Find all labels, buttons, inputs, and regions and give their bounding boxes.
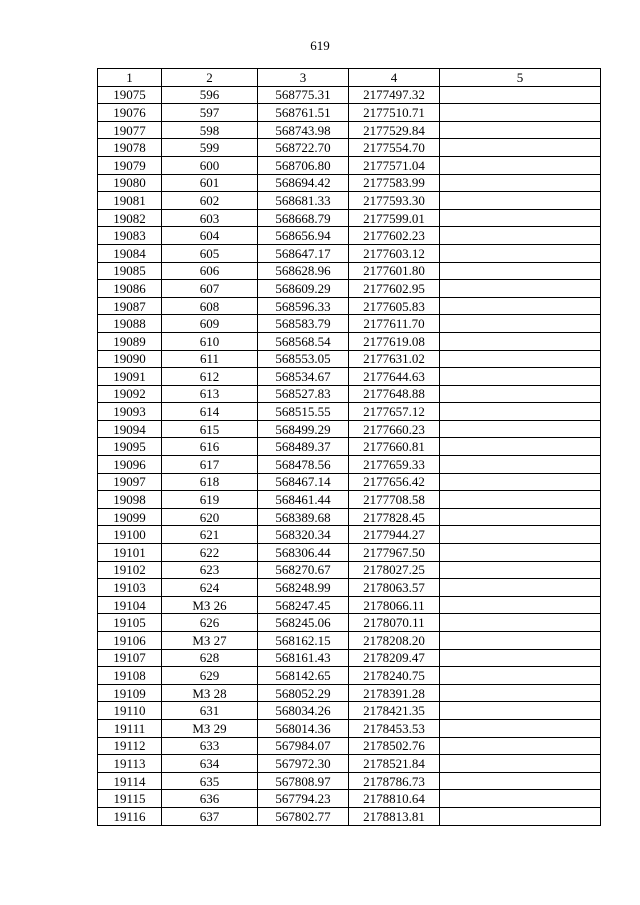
table-row <box>98 632 601 650</box>
table-cell-col-4: 2177657.12 <box>349 403 440 421</box>
table-cell-col-1: 19098 <box>98 491 162 509</box>
table-cell-col-3: 568596.33 <box>258 297 349 315</box>
table-cell-col-4: 2177644.63 <box>349 368 440 386</box>
table-row <box>98 473 601 491</box>
table-cell-col-1: 19083 <box>98 227 162 245</box>
table-row <box>98 104 601 122</box>
table-cell-col-1: 19079 <box>98 156 162 174</box>
table-cell-col-4: 2178209.47 <box>349 649 440 667</box>
table-cell-col-5 <box>440 649 601 667</box>
table-cell-col-1: 19089 <box>98 332 162 350</box>
table-row <box>98 403 601 421</box>
table-cell-col-3: 568499.29 <box>258 420 349 438</box>
table-cell-col-1: 19077 <box>98 121 162 139</box>
table-row <box>98 262 601 280</box>
table-cell-col-2: 596 <box>162 86 258 104</box>
table-row <box>98 297 601 315</box>
table-cell-col-3: 568162.15 <box>258 632 349 650</box>
table-cell-col-2: 609 <box>162 315 258 333</box>
table-cell-col-2: 626 <box>162 614 258 632</box>
table-cell-col-5 <box>440 579 601 597</box>
table-row <box>98 719 601 737</box>
table-row <box>98 561 601 579</box>
table-cell-col-2: 612 <box>162 368 258 386</box>
table-row <box>98 385 601 403</box>
table-cell-col-1: 19090 <box>98 350 162 368</box>
table-cell-col-1: 19096 <box>98 456 162 474</box>
column-header-1: 1 <box>98 69 162 87</box>
table-row <box>98 790 601 808</box>
table-cell-col-2: 613 <box>162 385 258 403</box>
table-cell-col-1: 19111 <box>98 719 162 737</box>
table-cell-col-5 <box>440 385 601 403</box>
table-cell-col-3: 568647.17 <box>258 244 349 262</box>
table-cell-col-5 <box>440 508 601 526</box>
table-cell-col-5 <box>440 667 601 685</box>
table-cell-col-5 <box>440 139 601 157</box>
table-cell-col-2: МЗ 26 <box>162 596 258 614</box>
table-cell-col-2: 623 <box>162 561 258 579</box>
table-cell-col-2: 603 <box>162 209 258 227</box>
table-cell-col-4: 2178810.64 <box>349 790 440 808</box>
table-cell-col-4: 2177602.23 <box>349 227 440 245</box>
table-cell-col-3: 568694.42 <box>258 174 349 192</box>
table-cell-col-4: 2177571.04 <box>349 156 440 174</box>
table-cell-col-5 <box>440 719 601 737</box>
table-row <box>98 772 601 790</box>
table-cell-col-2: 624 <box>162 579 258 597</box>
table-cell-col-3: 568248.99 <box>258 579 349 597</box>
table-cell-col-1: 19116 <box>98 807 162 825</box>
table-cell-col-1: 19094 <box>98 420 162 438</box>
table-cell-col-1: 19093 <box>98 403 162 421</box>
table-cell-col-4: 2178063.57 <box>349 579 440 597</box>
table-cell-col-4: 2177583.99 <box>349 174 440 192</box>
table-cell-col-1: 19115 <box>98 790 162 808</box>
table-cell-col-5 <box>440 121 601 139</box>
table-cell-col-4: 2177656.42 <box>349 473 440 491</box>
table-cell-col-2: МЗ 28 <box>162 684 258 702</box>
table-cell-col-2: 608 <box>162 297 258 315</box>
table-cell-col-5 <box>440 438 601 456</box>
table-row <box>98 227 601 245</box>
table-cell-col-4: 2177510.71 <box>349 104 440 122</box>
table-cell-col-1: 19106 <box>98 632 162 650</box>
table-cell-col-5 <box>440 737 601 755</box>
table-cell-col-2: 610 <box>162 332 258 350</box>
table-cell-col-3: 568270.67 <box>258 561 349 579</box>
table-cell-col-1: 19088 <box>98 315 162 333</box>
table-cell-col-2: 597 <box>162 104 258 122</box>
table-cell-col-4: 2177601.80 <box>349 262 440 280</box>
table-cell-col-4: 2177660.81 <box>349 438 440 456</box>
table-cell-col-1: 19104 <box>98 596 162 614</box>
page-number: 619 <box>310 38 330 53</box>
table-cell-col-1: 19105 <box>98 614 162 632</box>
table-cell-col-5 <box>440 755 601 773</box>
table-cell-col-5 <box>440 596 601 614</box>
table-cell-col-3: 568681.33 <box>258 192 349 210</box>
table-cell-col-4: 2178502.76 <box>349 737 440 755</box>
table-cell-col-3: 568245.06 <box>258 614 349 632</box>
table-cell-col-2: 599 <box>162 139 258 157</box>
table-row <box>98 579 601 597</box>
column-header-2: 2 <box>162 69 258 87</box>
table-cell-col-1: 19086 <box>98 280 162 298</box>
table-cell-col-2: 621 <box>162 526 258 544</box>
table-cell-col-2: 622 <box>162 544 258 562</box>
table-cell-col-5 <box>440 350 601 368</box>
table-cell-col-1: 19112 <box>98 737 162 755</box>
table-cell-col-1: 19108 <box>98 667 162 685</box>
table-cell-col-5 <box>440 420 601 438</box>
table-cell-col-2: 637 <box>162 807 258 825</box>
table-cell-col-3: 568628.96 <box>258 262 349 280</box>
table-cell-col-2: МЗ 29 <box>162 719 258 737</box>
table-row <box>98 192 601 210</box>
table-cell-col-5 <box>440 315 601 333</box>
table-cell-col-1: 19080 <box>98 174 162 192</box>
table-cell-col-1: 19107 <box>98 649 162 667</box>
table-body <box>98 86 601 825</box>
table-cell-col-3: 568568.54 <box>258 332 349 350</box>
table-cell-col-1: 19097 <box>98 473 162 491</box>
table-cell-col-1: 19076 <box>98 104 162 122</box>
table-cell-col-4: 2177708.58 <box>349 491 440 509</box>
table-cell-col-5 <box>440 332 601 350</box>
table-cell-col-2: 604 <box>162 227 258 245</box>
table-row <box>98 332 601 350</box>
table-cell-col-2: 634 <box>162 755 258 773</box>
table-row <box>98 491 601 509</box>
table-row <box>98 456 601 474</box>
table-cell-col-5 <box>440 491 601 509</box>
table-cell-col-4: 2177554.70 <box>349 139 440 157</box>
table-cell-col-1: 19099 <box>98 508 162 526</box>
table-cell-col-3: 567972.30 <box>258 755 349 773</box>
table-cell-col-5 <box>440 684 601 702</box>
table-cell-col-3: 567794.23 <box>258 790 349 808</box>
table-cell-col-3: 568722.70 <box>258 139 349 157</box>
column-header-4: 4 <box>349 69 440 87</box>
table-cell-col-3: 568052.29 <box>258 684 349 702</box>
table-cell-col-1: 19110 <box>98 702 162 720</box>
table-cell-col-5 <box>440 368 601 386</box>
table-cell-col-1: 19095 <box>98 438 162 456</box>
table-header-row <box>98 69 601 87</box>
table-cell-col-3: 568389.68 <box>258 508 349 526</box>
table-cell-col-4: 2178521.84 <box>349 755 440 773</box>
table-cell-col-4: 2178208.20 <box>349 632 440 650</box>
table-cell-col-1: 19100 <box>98 526 162 544</box>
table-cell-col-1: 19081 <box>98 192 162 210</box>
table-cell-col-3: 568761.51 <box>258 104 349 122</box>
table-cell-col-1: 19078 <box>98 139 162 157</box>
table-cell-col-5 <box>440 772 601 790</box>
table-cell-col-3: 568142.65 <box>258 667 349 685</box>
table-cell-col-2: 619 <box>162 491 258 509</box>
table-cell-col-2: 616 <box>162 438 258 456</box>
table-cell-col-3: 568553.05 <box>258 350 349 368</box>
table-cell-col-2: 633 <box>162 737 258 755</box>
table-cell-col-1: 19102 <box>98 561 162 579</box>
table-cell-col-2: 606 <box>162 262 258 280</box>
table-cell-col-5 <box>440 473 601 491</box>
table-cell-col-4: 2177603.12 <box>349 244 440 262</box>
table-cell-col-1: 19109 <box>98 684 162 702</box>
column-header-5: 5 <box>440 69 601 87</box>
table-cell-col-4: 2177648.88 <box>349 385 440 403</box>
table-cell-col-3: 568034.26 <box>258 702 349 720</box>
table-cell-col-4: 2177599.01 <box>349 209 440 227</box>
table-cell-col-3: 568668.79 <box>258 209 349 227</box>
table-row <box>98 368 601 386</box>
table-row <box>98 807 601 825</box>
table-cell-col-2: 629 <box>162 667 258 685</box>
table-cell-col-4: 2178070.11 <box>349 614 440 632</box>
table-cell-col-4: 2178813.81 <box>349 807 440 825</box>
table-row <box>98 737 601 755</box>
table-cell-col-2: 615 <box>162 420 258 438</box>
table-cell-col-3: 568583.79 <box>258 315 349 333</box>
table-cell-col-2: МЗ 27 <box>162 632 258 650</box>
table-cell-col-3: 568656.94 <box>258 227 349 245</box>
table-cell-col-1: 19085 <box>98 262 162 280</box>
table-cell-col-5 <box>440 209 601 227</box>
table-row <box>98 667 601 685</box>
table-cell-col-3: 568527.83 <box>258 385 349 403</box>
table-cell-col-2: 635 <box>162 772 258 790</box>
table-row <box>98 755 601 773</box>
table-cell-col-2: 628 <box>162 649 258 667</box>
table-cell-col-5 <box>440 526 601 544</box>
table-cell-col-5 <box>440 104 601 122</box>
table-cell-col-2: 598 <box>162 121 258 139</box>
table-row <box>98 649 601 667</box>
table-cell-col-5 <box>440 403 601 421</box>
table-row <box>98 350 601 368</box>
table-cell-col-4: 2177619.08 <box>349 332 440 350</box>
table-cell-col-2: 611 <box>162 350 258 368</box>
table-cell-col-5 <box>440 280 601 298</box>
table-row <box>98 438 601 456</box>
table-cell-col-5 <box>440 632 601 650</box>
table-cell-col-5 <box>440 561 601 579</box>
table-cell-col-2: 631 <box>162 702 258 720</box>
table-cell-col-3: 568609.29 <box>258 280 349 298</box>
table-row <box>98 156 601 174</box>
table-row <box>98 544 601 562</box>
column-header-3: 3 <box>258 69 349 87</box>
table-cell-col-2: 601 <box>162 174 258 192</box>
table-cell-col-4: 2177967.50 <box>349 544 440 562</box>
table-cell-col-4: 2177605.83 <box>349 297 440 315</box>
table-cell-col-2: 618 <box>162 473 258 491</box>
table-cell-col-3: 568489.37 <box>258 438 349 456</box>
table-cell-col-3: 567808.97 <box>258 772 349 790</box>
table-cell-col-4: 2177659.33 <box>349 456 440 474</box>
table-cell-col-5 <box>440 702 601 720</box>
table-cell-col-4: 2177602.95 <box>349 280 440 298</box>
table-cell-col-5 <box>440 790 601 808</box>
table-row <box>98 174 601 192</box>
table-cell-col-1: 19103 <box>98 579 162 597</box>
table-cell-col-5 <box>440 244 601 262</box>
table-cell-col-1: 19101 <box>98 544 162 562</box>
table-cell-col-1: 19087 <box>98 297 162 315</box>
table-cell-col-5 <box>440 544 601 562</box>
table-row <box>98 596 601 614</box>
table-row <box>98 280 601 298</box>
table-cell-col-3: 568478.56 <box>258 456 349 474</box>
coordinates-table <box>97 68 601 826</box>
table-cell-col-2: 600 <box>162 156 258 174</box>
table-cell-col-5 <box>440 86 601 104</box>
table-cell-col-4: 2177660.23 <box>349 420 440 438</box>
table-cell-col-3: 568320.34 <box>258 526 349 544</box>
table-row <box>98 684 601 702</box>
table-cell-col-1: 19082 <box>98 209 162 227</box>
table-cell-col-1: 19113 <box>98 755 162 773</box>
table-cell-col-3: 568467.14 <box>258 473 349 491</box>
table-cell-col-1: 19114 <box>98 772 162 790</box>
table-row <box>98 139 601 157</box>
table-row <box>98 420 601 438</box>
table-cell-col-4: 2178027.25 <box>349 561 440 579</box>
table-cell-col-3: 568161.43 <box>258 649 349 667</box>
table-cell-col-2: 636 <box>162 790 258 808</box>
table-cell-col-3: 568461.44 <box>258 491 349 509</box>
table-cell-col-4: 2178421.35 <box>349 702 440 720</box>
table-cell-col-4: 2177631.02 <box>349 350 440 368</box>
table-cell-col-4: 2177529.84 <box>349 121 440 139</box>
table-cell-col-5 <box>440 156 601 174</box>
table-cell-col-1: 19091 <box>98 368 162 386</box>
table-cell-col-5 <box>440 262 601 280</box>
table-cell-col-2: 617 <box>162 456 258 474</box>
table-cell-col-4: 2178240.75 <box>349 667 440 685</box>
table-row <box>98 244 601 262</box>
table-cell-col-2: 605 <box>162 244 258 262</box>
table-cell-col-2: 602 <box>162 192 258 210</box>
table-cell-col-4: 2177611.70 <box>349 315 440 333</box>
table-cell-col-3: 568706.80 <box>258 156 349 174</box>
table-cell-col-2: 607 <box>162 280 258 298</box>
table-cell-col-3: 568743.98 <box>258 121 349 139</box>
table-cell-col-4: 2177828.45 <box>349 508 440 526</box>
table-cell-col-5 <box>440 456 601 474</box>
table-cell-col-3: 568775.31 <box>258 86 349 104</box>
table-cell-col-3: 568534.67 <box>258 368 349 386</box>
table-cell-col-4: 2178453.53 <box>349 719 440 737</box>
table-cell-col-4: 2177944.27 <box>349 526 440 544</box>
table-cell-col-1: 19092 <box>98 385 162 403</box>
table-cell-col-3: 567984.07 <box>258 737 349 755</box>
table-cell-col-2: 620 <box>162 508 258 526</box>
table-cell-col-5 <box>440 227 601 245</box>
table-cell-col-4: 2177497.32 <box>349 86 440 104</box>
table-cell-col-3: 568306.44 <box>258 544 349 562</box>
table-row <box>98 315 601 333</box>
table-cell-col-4: 2177593.30 <box>349 192 440 210</box>
table-cell-col-3: 568014.36 <box>258 719 349 737</box>
table-cell-col-3: 568247.45 <box>258 596 349 614</box>
table-row <box>98 614 601 632</box>
table-cell-col-2: 614 <box>162 403 258 421</box>
table-cell-col-5 <box>440 807 601 825</box>
table-row <box>98 702 601 720</box>
table-cell-col-5 <box>440 192 601 210</box>
table-cell-col-1: 19075 <box>98 86 162 104</box>
table-cell-col-5 <box>440 174 601 192</box>
table-row <box>98 86 601 104</box>
table-cell-col-3: 568515.55 <box>258 403 349 421</box>
table-cell-col-4: 2178786.73 <box>349 772 440 790</box>
table-cell-col-5 <box>440 614 601 632</box>
table-row <box>98 526 601 544</box>
table-cell-col-1: 19084 <box>98 244 162 262</box>
table-cell-col-4: 2178066.11 <box>349 596 440 614</box>
table-row <box>98 121 601 139</box>
table-row <box>98 209 601 227</box>
table-row <box>98 508 601 526</box>
table-cell-col-3: 567802.77 <box>258 807 349 825</box>
table-cell-col-4: 2178391.28 <box>349 684 440 702</box>
table-cell-col-5 <box>440 297 601 315</box>
